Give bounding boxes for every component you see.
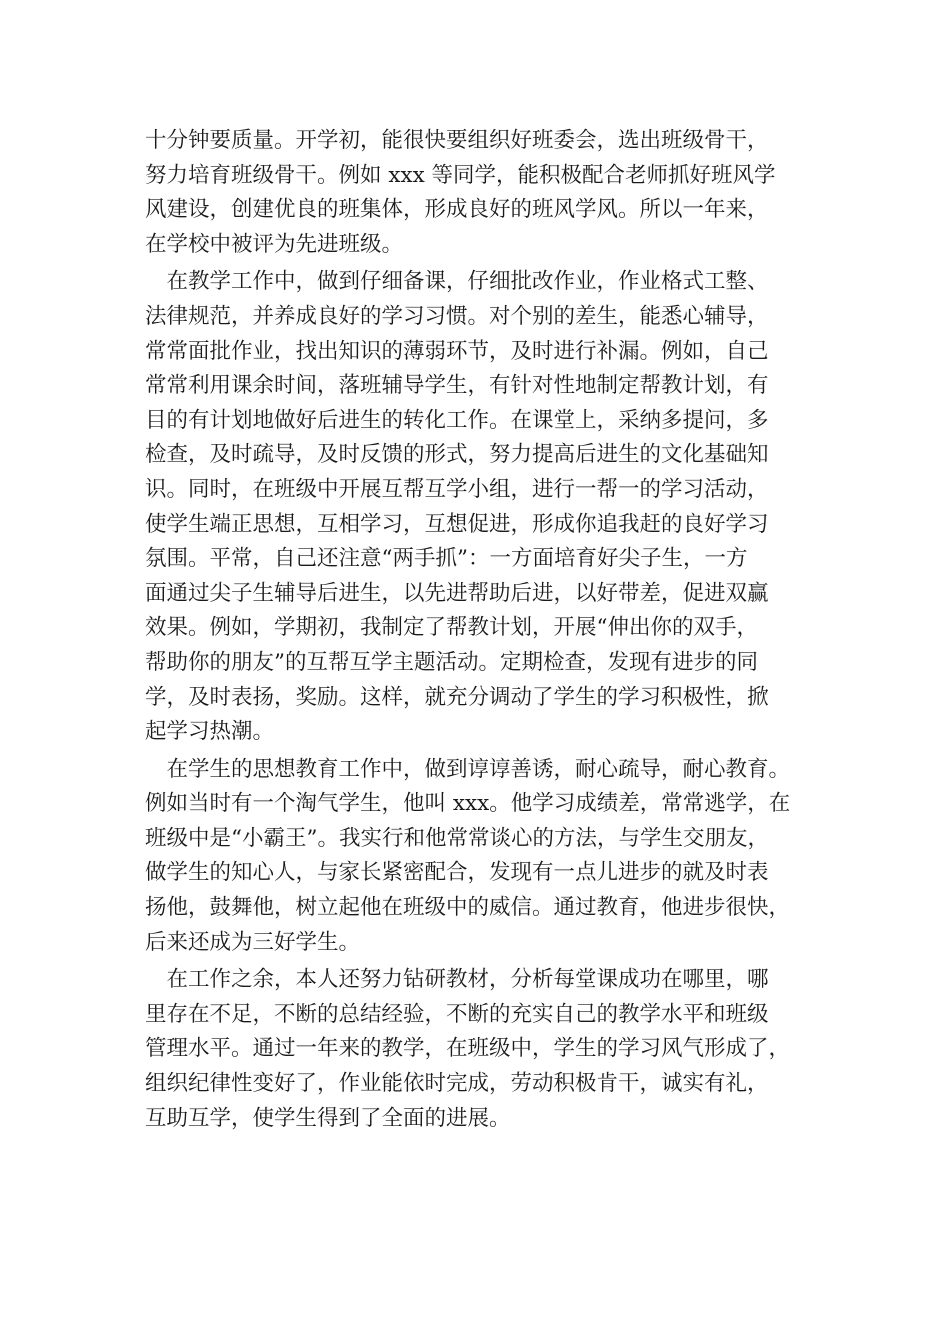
document-body — [145, 124, 835, 1136]
text-line: 识。同时，在班级中开展互帮互学小组，进行一帮一的学习活动， — [145, 476, 769, 502]
paragraph-4 — [145, 963, 835, 1136]
text-line: 风建设，创建优良的班集体，形成良好的班风学风。所以一年来， — [145, 197, 769, 223]
text-line: 班级中是“小霸王”。我实行和他常常谈心的方法，与学生交朋友， — [145, 825, 769, 851]
text-line: 常常面批作业，找出知识的薄弱环节，及时进行补漏。例如，自己 — [145, 338, 769, 364]
text-line: 在学生的思想教育工作中，做到谆谆善诱，耐心疏导，耐心教育。 — [145, 756, 791, 782]
paragraph-2 — [145, 265, 835, 749]
text-line: 努力培育班级骨干。例如 xxx 等同学，能积极配合老师抓好班风学 — [145, 162, 776, 188]
text-line: 常常利用课余时间，落班辅导学生，有针对性地制定帮教计划，有 — [145, 373, 769, 399]
text-line: 法律规范，并养成良好的学习习惯。对个别的差生，能悉心辅导， — [145, 303, 769, 329]
text-line: 目的有计划地做好后进生的转化工作。在课堂上，采纳多提问，多 — [145, 407, 769, 433]
paragraph-3 — [145, 753, 835, 961]
text-line: 例如当时有一个淘气学生，他叫 xxx。他学习成绩差，常常逃学，在 — [145, 791, 791, 817]
text-line: 在教学工作中，做到仔细备课，仔细批改作业，作业格式工整、 — [145, 269, 769, 295]
text-line: 帮助你的朋友”的互帮互学主题活动。定期检查，发现有进步的同 — [145, 649, 758, 675]
text-line: 检查，及时疏导，及时反馈的形式，努力提高后进生的文化基础知 — [145, 442, 769, 468]
text-line: 做学生的知心人，与家长紧密配合，发现有一点儿进步的就及时表 — [145, 860, 769, 886]
text-line: 学，及时表扬，奖励。这样，就充分调动了学生的学习积极性，掀 — [145, 684, 769, 710]
text-line: 后来还成为三好学生。 — [145, 929, 361, 955]
text-line: 氛围。平常，自己还注意“两手抓”：一方面培育好尖子生，一方 — [145, 546, 748, 572]
text-line: 在工作之余，本人还努力钻研教材，分析每堂课成功在哪里，哪 — [145, 967, 769, 993]
text-line: 里存在不足，不断的总结经验，不断的充实自己的教学水平和班级 — [145, 1001, 769, 1027]
text-line: 使学生端正思想，互相学习，互想促进，形成你追我赶的良好学习 — [145, 511, 769, 537]
text-line: 管理水平。通过一年来的教学，在班级中，学生的学习风气形成了， — [145, 1036, 791, 1062]
text-line: 效果。例如，学期初，我制定了帮教计划，开展“伸出你的双手， — [145, 615, 758, 641]
text-line: 在学校中被评为先进班级。 — [145, 231, 404, 257]
text-line: 十分钟要质量。开学初，能很快要组织好班委会，选出班级骨干， — [145, 128, 769, 153]
paragraph-1 — [145, 124, 835, 262]
text-line: 起学习热潮。 — [145, 719, 275, 745]
text-line: 面通过尖子生辅导后进生，以先进帮助后进，以好带差，促进双赢 — [145, 580, 769, 606]
text-line: 组织纪律性变好了，作业能依时完成，劳动积极肯干，诚实有礼， — [145, 1071, 769, 1097]
text-line: 互助互学，使学生得到了全面的进展。 — [145, 1105, 511, 1131]
text-line: 扬他，鼓舞他，树立起他在班级中的威信。通过教育，他进步很快， — [145, 895, 791, 921]
